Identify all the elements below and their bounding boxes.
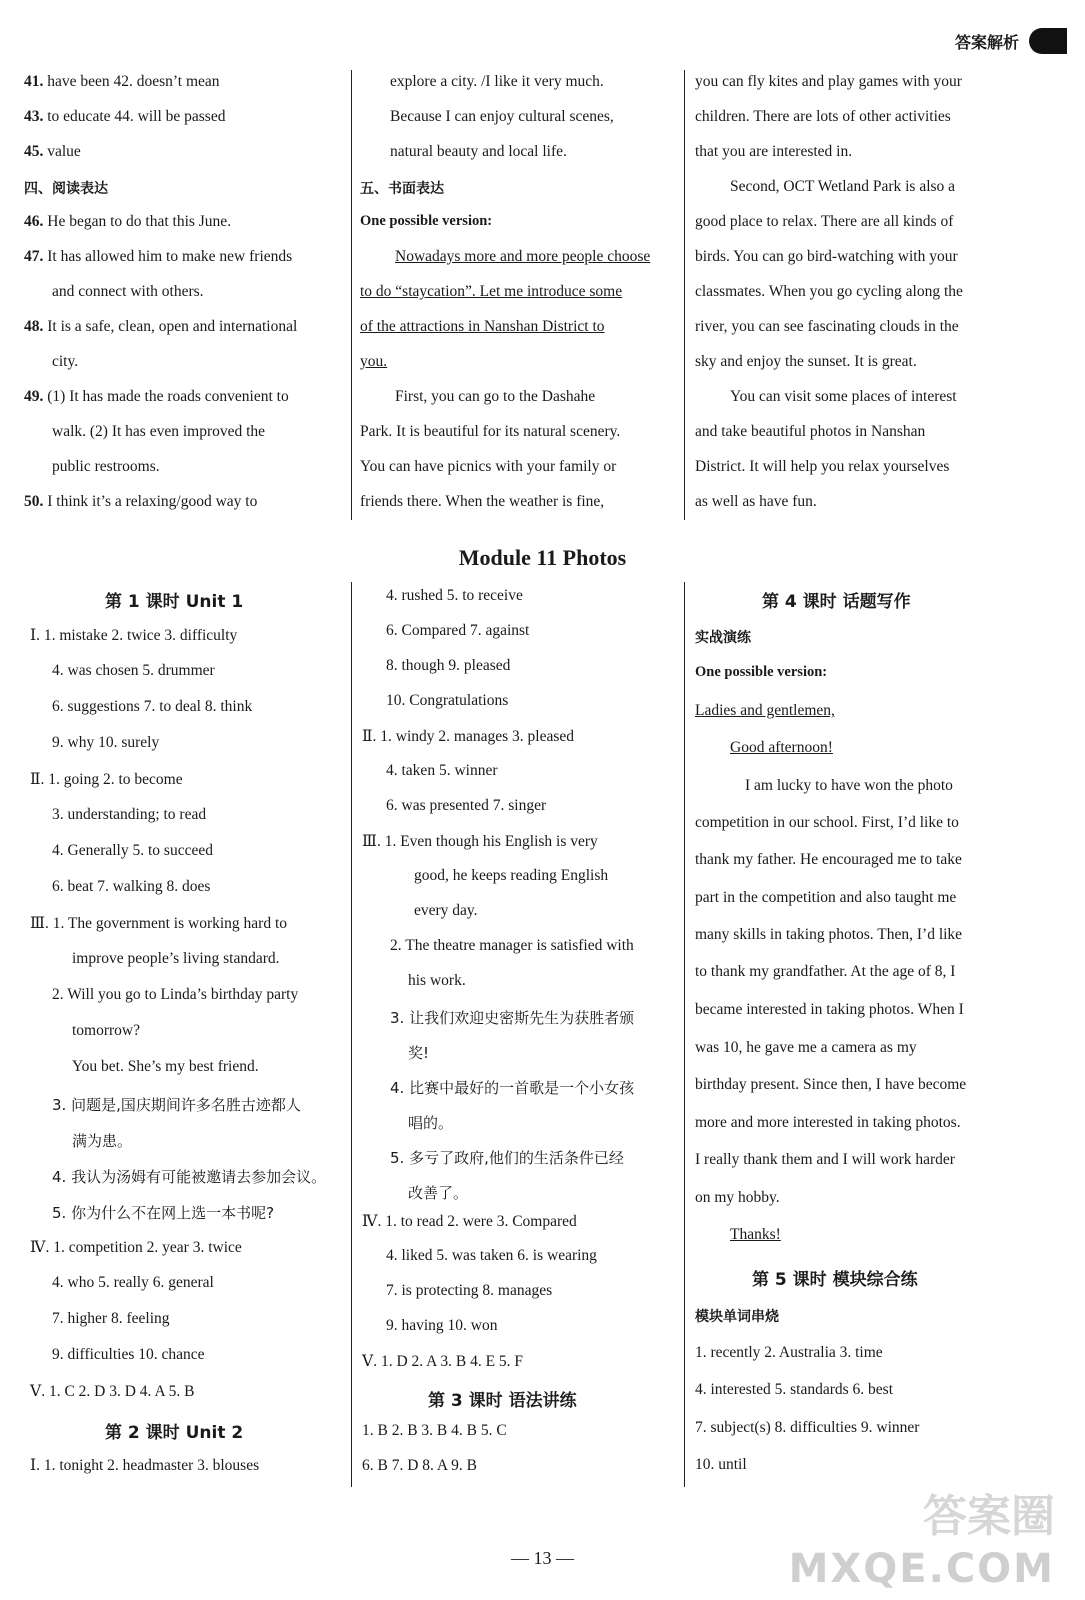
answer-line: his work. — [408, 972, 466, 989]
answer-line: 6. was presented 7. singer — [386, 797, 547, 814]
answer-line: Ⅱ. 1. going 2. to become — [30, 771, 183, 788]
column-divider — [351, 582, 352, 1487]
answer-line: Ⅲ. 1. Even though his English is very — [362, 833, 598, 850]
answer-line: Ⅳ. 1. to read 2. were 3. Compared — [362, 1213, 577, 1230]
text-line: I am lucky to have won the photo — [745, 777, 953, 794]
text-line: friends there. When the weather is fine, — [360, 493, 605, 510]
answer-line: 7. subject(s) 8. difficulties 9. winner — [695, 1419, 920, 1436]
item-text: I think it’s a relaxing/good way to — [47, 493, 258, 510]
answer-line: city. — [52, 353, 79, 370]
text-line: birthday present. Since then, I have become — [695, 1076, 967, 1093]
lesson-heading: 第 1 课时 Unit 1 — [105, 592, 244, 612]
text-line: and take beautiful photos in Nanshan — [695, 423, 926, 440]
text-line: good place to relax. There are all kinds of — [695, 213, 954, 230]
text-line: you. — [360, 353, 388, 370]
column-divider — [684, 582, 685, 1487]
answer-line: 5. 你为什么不在网上选一本书呢? — [52, 1204, 275, 1222]
text-line: explore a city. /I like it very much. — [390, 73, 604, 90]
text-line: many skills in taking photos. Then, I’d like — [695, 926, 963, 943]
item-text: (1) It has made the roads convenient to — [47, 388, 289, 405]
answer-line: 9. difficulties 10. chance — [52, 1346, 205, 1363]
answer-line: 奖! — [408, 1044, 430, 1062]
answer-line: 10. Congratulations — [386, 692, 509, 709]
text-line: Ladies and gentlemen, — [695, 702, 835, 719]
answer-line: Ⅲ. 1. The government is working hard to — [30, 915, 288, 932]
text-line: became interested in taking photos. When I — [695, 1001, 964, 1018]
header — [955, 28, 1067, 54]
answer-line — [24, 73, 220, 91]
answer-line: 4. was chosen 5. drummer — [52, 662, 215, 679]
text-line: river, you can see fascinating clouds in the — [695, 318, 959, 335]
text-line: to do “staycation”. Let me introduce some — [360, 283, 623, 300]
text-line: District. It will help you relax yourselves — [695, 458, 950, 475]
text-line: of the attractions in Nanshan District to — [360, 318, 605, 335]
answer-line: 1. recently 2. Australia 3. time — [695, 1344, 883, 1361]
answer-line — [24, 318, 297, 336]
text-line: more and more interested in taking photos. — [695, 1114, 961, 1131]
answer-line: 9. having 10. won — [386, 1317, 498, 1334]
answer-line: 4. liked 5. was taken 6. is wearing — [386, 1247, 597, 1264]
answer-line: 5. 多亏了政府,他们的生活条件已经 — [390, 1149, 624, 1167]
answer-line: 4. 我认为汤姆有可能被邀请去参加会议。 — [52, 1168, 327, 1186]
answer-line: Ⅰ. 1. tonight 2. headmaster 3. blouses — [30, 1457, 260, 1474]
text-line: Thanks! — [730, 1226, 781, 1243]
version-label: One possible version: — [360, 213, 493, 229]
header-tab-marker — [1029, 28, 1067, 54]
version-label: One possible version: — [695, 664, 828, 680]
answer-line — [24, 388, 289, 406]
item-text: It is a safe, clean, open and international — [47, 318, 298, 335]
text-line: Nowadays more and more people choose — [395, 248, 651, 265]
answer-line: 3. 问题是,国庆期间许多名胜古迹都人 — [52, 1096, 301, 1114]
text-line: you can fly kites and play games with your — [695, 73, 962, 90]
text-line: Good afternoon! — [730, 739, 833, 756]
text-line: sky and enjoy the sunset. It is great. — [695, 353, 917, 370]
text-line: First, you can go to the Dashahe — [395, 388, 596, 405]
watermark-url: MXQE.COM — [788, 1546, 1055, 1592]
answer-line: 2. Will you go to Linda’s birthday party — [52, 986, 299, 1003]
answer-line — [24, 143, 81, 161]
column-divider — [351, 70, 352, 520]
item-number: 45. — [24, 143, 48, 160]
answer-line: 1. B 2. B 3. B 4. B 5. C — [362, 1422, 507, 1439]
text-line: on my hobby. — [695, 1189, 780, 1206]
answer-line: 2. The theatre manager is satisfied with — [390, 937, 634, 954]
item-text: He began to do that this June. — [47, 213, 232, 230]
answer-line: 6. suggestions 7. to deal 8. think — [52, 698, 253, 715]
text-line: to thank my grandfather. At the age of 8, I — [695, 963, 956, 980]
answer-line: and connect with others. — [52, 283, 204, 300]
answer-line: 4. taken 5. winner — [386, 762, 498, 779]
answer-line: every day. — [414, 902, 478, 919]
answer-line — [24, 213, 231, 231]
text-line: competition in our school. First, I’d like to — [695, 814, 959, 831]
text-line: as well as have fun. — [695, 493, 817, 510]
answer-line: 6. Compared 7. against — [386, 622, 530, 639]
answer-line: 4. 比赛中最好的一首歌是一个小女孩 — [390, 1079, 635, 1097]
item-text: It has allowed him to make new friends — [47, 248, 293, 265]
answer-line: walk. (2) It has even improved the — [52, 423, 266, 440]
answer-line — [24, 248, 292, 266]
lesson-heading: 第 5 课时 模块综合练 — [752, 1270, 918, 1290]
text-line: natural beauty and local life. — [390, 143, 567, 160]
answer-line: You bet. She’s my best friend. — [72, 1058, 259, 1075]
answer-line: tomorrow? — [72, 1022, 141, 1039]
answer-line: 9. why 10. surely — [52, 734, 160, 751]
sub-heading: 模块单词串烧 — [695, 1309, 779, 1325]
item-number: 48. — [24, 318, 48, 335]
item-text: value — [47, 143, 81, 160]
text-line: part in the competition and also taught me — [695, 889, 957, 906]
item-number: 49. — [24, 388, 48, 405]
answer-line: 7. is protecting 8. manages — [386, 1282, 553, 1299]
text-line: Because I can enjoy cultural scenes, — [390, 108, 614, 125]
answer-line: 6. B 7. D 8. A 9. B — [362, 1457, 477, 1474]
answer-line: Ⅱ. 1. windy 2. manages 3. pleased — [362, 728, 574, 745]
column-divider — [684, 70, 685, 520]
answer-line: 7. higher 8. feeling — [52, 1310, 170, 1327]
answer-line — [24, 493, 257, 511]
lesson-heading: 第 2 课时 Unit 2 — [105, 1423, 244, 1443]
answer-line: 3. understanding; to read — [52, 806, 207, 823]
answer-line: Ⅴ. 1. C 2. D 3. D 4. A 5. B — [30, 1383, 195, 1400]
text-line: I really thank them and I will work harder — [695, 1151, 955, 1168]
text-line: You can visit some places of interest — [730, 388, 957, 405]
text-line: that you are interested in. — [695, 143, 853, 160]
section-heading: 四、阅读表达 — [24, 181, 108, 197]
page-number: — 13 — — [511, 1548, 574, 1568]
answer-line: 8. though 9. pleased — [386, 657, 511, 674]
answer-line: Ⅰ. 1. mistake 2. twice 3. difficulty — [30, 627, 238, 644]
answer-line: 3. 让我们欢迎史密斯先生为获胜者颁 — [390, 1009, 635, 1027]
answer-line: good, he keeps reading English — [414, 867, 609, 884]
answer-line: 满为患。 — [72, 1132, 133, 1150]
watermark-logo: 答案圈 — [923, 1491, 1055, 1542]
answer-line: 改善了。 — [408, 1184, 469, 1202]
answer-line: 4. interested 5. standards 6. best — [695, 1381, 894, 1398]
answer-line: improve people’s living standard. — [72, 950, 280, 967]
lesson-heading: 第 3 课时 语法讲练 — [428, 1391, 577, 1411]
item-number: 47. — [24, 248, 48, 265]
answer-line: 4. Generally 5. to succeed — [52, 842, 213, 859]
text-line: birds. You can go bird-watching with your — [695, 248, 958, 265]
item-text: to educate 44. will be passed — [47, 108, 226, 125]
text-line: children. There are lots of other activities — [695, 108, 951, 125]
item-number: 41. — [24, 73, 48, 90]
answer-line — [24, 108, 225, 126]
text-line: Second, OCT Wetland Park is also a — [730, 178, 956, 195]
answer-line: 4. who 5. really 6. general — [52, 1274, 214, 1291]
answer-line: Ⅳ. 1. competition 2. year 3. twice — [30, 1239, 242, 1256]
item-number: 43. — [24, 108, 48, 125]
section-heading: 五、书面表达 — [360, 181, 444, 197]
item-number: 50. — [24, 493, 48, 510]
item-number: 46. — [24, 213, 48, 230]
answer-line: 10. until — [695, 1456, 747, 1473]
text-line: Park. It is beautiful for its natural scenery. — [360, 423, 621, 440]
answer-line: public restrooms. — [52, 458, 160, 475]
lesson-heading: 第 4 课时 话题写作 — [762, 592, 911, 612]
answer-line: 6. beat 7. walking 8. does — [52, 878, 211, 895]
sub-heading: 实战演练 — [695, 630, 751, 646]
text-line: thank my father. He encouraged me to take — [695, 851, 962, 868]
text-line: was 10, he gave me a camera as my — [695, 1039, 917, 1056]
module-title: Module 11 Photos — [458, 545, 627, 570]
header-title: 答案解析 — [954, 32, 1019, 52]
text-line: You can have picnics with your family or — [360, 458, 617, 475]
answer-line: 唱的。 — [408, 1114, 454, 1132]
answer-line: Ⅴ. 1. D 2. A 3. B 4. E 5. F — [362, 1353, 524, 1370]
item-text: have been 42. doesn’t mean — [47, 73, 220, 90]
text-line: classmates. When you go cycling along the — [695, 283, 963, 300]
answer-line: 4. rushed 5. to receive — [386, 587, 523, 604]
